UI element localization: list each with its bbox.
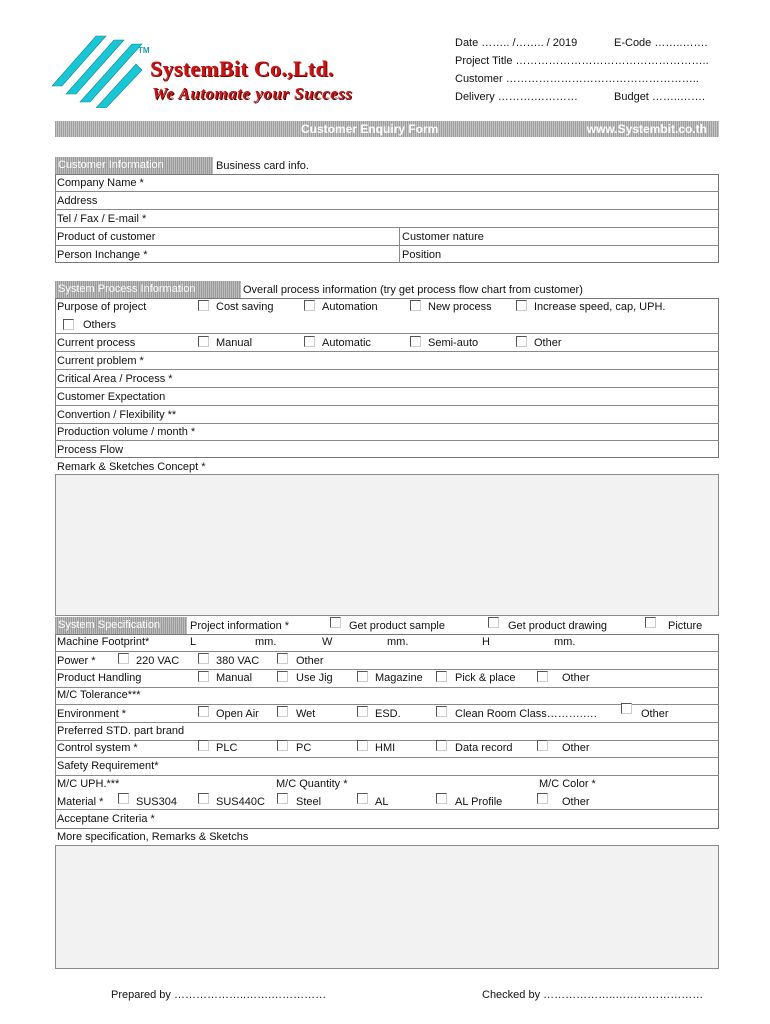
form-title: Customer Enquiry Form <box>301 122 439 136</box>
manual-handling-label: Manual <box>216 672 253 684</box>
quantity-label: M/C Quantity * <box>276 778 348 790</box>
spec-header: System Specification <box>55 617 187 634</box>
others-row <box>55 316 719 334</box>
process-flow-label: Process Flow <box>57 444 124 456</box>
purpose-label: Purpose of project <box>57 301 147 313</box>
convertion-label: Convertion / Flexibility ** <box>57 409 177 421</box>
plc-checkbox[interactable] <box>198 740 209 751</box>
logo-slogan: We Automate your Success <box>152 84 353 103</box>
more-spec-label: More specification, Remarks & Sketchs <box>57 831 249 843</box>
handling-row <box>55 670 719 688</box>
other-handling-checkbox[interactable] <box>537 671 548 682</box>
footprint-w: W <box>322 636 333 648</box>
sus304-checkbox[interactable] <box>118 793 129 804</box>
customer-field[interactable]: Customer …………………………………………….. <box>455 73 699 85</box>
current-process-row <box>55 334 719 352</box>
power-label: Power * <box>57 655 96 667</box>
plc-label: PLC <box>216 742 238 754</box>
customer-nature-label: Customer nature <box>402 231 484 243</box>
others-checkbox[interactable] <box>63 319 74 330</box>
critical-area-label: Critical Area / Process * <box>57 373 173 385</box>
open-air-checkbox[interactable] <box>198 706 209 717</box>
hmi-checkbox[interactable] <box>357 740 368 751</box>
product-row[interactable] <box>55 228 719 246</box>
handling-label: Product Handling <box>57 672 142 684</box>
current-problem-label: Current problem * <box>57 355 144 367</box>
tolerance-label: M/C Tolerance*** <box>57 689 141 701</box>
current-process-label: Current process <box>57 337 136 349</box>
magazine-label: Magazine <box>375 672 423 684</box>
volume-label: Production volume / month * <box>57 426 196 438</box>
power-row <box>55 652 719 670</box>
al-label: AL <box>375 796 389 808</box>
std-brand-label: Preferred STD. part brand <box>57 725 185 737</box>
footprint-mm-w: mm. <box>387 636 409 648</box>
project-title-field[interactable]: Project Title …………………………………………….. <box>455 55 709 67</box>
company-name-label: Company Name * <box>57 177 144 189</box>
process-info-header: System Process Information <box>55 281 241 298</box>
other-handling-label: Other <box>562 672 590 684</box>
website-link[interactable]: www.Systembit.co.th <box>586 122 707 136</box>
other-material-checkbox[interactable] <box>537 793 548 804</box>
al-profile-checkbox[interactable] <box>436 793 447 804</box>
picture-checkbox[interactable] <box>645 617 656 628</box>
product-drawing-label: Get product drawing <box>508 620 608 632</box>
more-spec-sketch-area[interactable] <box>55 845 719 969</box>
contact-label: Tel / Fax / E-mail * <box>57 213 147 225</box>
380vac-label: 380 VAC <box>216 655 260 667</box>
footprint-row[interactable] <box>55 634 719 652</box>
tolerance-row[interactable] <box>55 687 719 705</box>
process-info-note: Overall process information (try get process flow chart from customer) <box>243 284 583 296</box>
critical-area-row[interactable] <box>55 370 719 388</box>
prepared-by-field[interactable]: Prepared by ………………..…….…………… <box>111 989 327 1001</box>
al-profile-label: AL Profile <box>455 796 503 808</box>
220vac-checkbox[interactable] <box>118 653 129 664</box>
other-environment-checkbox[interactable] <box>621 703 632 714</box>
clean-room-label: Clean Room Class……….…. <box>455 708 597 720</box>
sus304-label: SUS304 <box>136 796 177 808</box>
sus440c-label: SUS440C <box>216 796 265 808</box>
material-label: Material * <box>57 796 104 808</box>
cost-saving-checkbox[interactable] <box>198 300 209 311</box>
expectation-label: Customer Expectation <box>57 391 166 403</box>
address-label: Address <box>57 195 98 207</box>
other-environment-label: Other <box>641 708 669 720</box>
wet-checkbox[interactable] <box>277 706 288 717</box>
product-sample-label: Get product sample <box>349 620 445 632</box>
manual-handling-checkbox[interactable] <box>198 671 209 682</box>
other-process-checkbox[interactable] <box>516 336 527 347</box>
form-title-bar <box>55 121 719 137</box>
product-label: Product of customer <box>57 231 156 243</box>
company-name-row[interactable] <box>55 174 719 192</box>
uph-row[interactable] <box>55 775 719 792</box>
project-info-label: Project information * <box>190 620 290 632</box>
color-label: M/C Color * <box>539 778 596 790</box>
checked-by-field[interactable]: Checked by ………………..…………………… <box>482 989 704 1001</box>
logo-company-name: SystemBit Co.,Ltd. <box>150 56 334 81</box>
220vac-label: 220 VAC <box>136 655 180 667</box>
customer-info-header: Customer Information <box>55 157 213 174</box>
process-flow-row[interactable] <box>55 441 719 459</box>
footprint-l: L <box>190 636 197 648</box>
remark-sketch-area[interactable] <box>55 474 719 616</box>
semi-auto-checkbox[interactable] <box>410 336 421 347</box>
hmi-label: HMI <box>375 742 396 754</box>
date-field[interactable]: Date …….. /…….. / 2019 <box>455 37 578 49</box>
other-process-label: Other <box>534 337 562 349</box>
automation-label: Automation <box>322 301 378 313</box>
acceptance-row[interactable] <box>55 810 719 829</box>
remark-label: Remark & Sketches Concept * <box>57 461 206 473</box>
open-air-label: Open Air <box>216 708 259 720</box>
steel-checkbox[interactable] <box>277 793 288 804</box>
person-row[interactable] <box>55 246 719 264</box>
pc-checkbox[interactable] <box>277 740 288 751</box>
other-control-label: Other <box>562 742 590 754</box>
other-control-checkbox[interactable] <box>537 740 548 751</box>
clean-room-checkbox[interactable] <box>436 706 447 717</box>
environment-label: Environment * <box>57 708 127 720</box>
person-label: Person Inchange * <box>57 249 148 261</box>
data-record-checkbox[interactable] <box>436 740 447 751</box>
acceptance-label: Acceptane Criteria * <box>57 813 155 825</box>
use-jig-label: Use Jig <box>296 672 333 684</box>
manual-process-checkbox[interactable] <box>198 336 209 347</box>
semi-auto-label: Semi-auto <box>428 337 479 349</box>
manual-process-label: Manual <box>216 337 253 349</box>
logo-stripes-icon <box>52 34 152 108</box>
others-label: Others <box>83 319 117 331</box>
pick-place-checkbox[interactable] <box>436 671 447 682</box>
data-record-label: Data record <box>455 742 513 754</box>
esd-checkbox[interactable] <box>357 706 368 717</box>
convertion-row[interactable] <box>55 406 719 424</box>
uph-label: M/C UPH.*** <box>57 778 120 790</box>
new-process-checkbox[interactable] <box>410 300 421 311</box>
increase-speed-checkbox[interactable] <box>516 300 527 311</box>
automation-checkbox[interactable] <box>304 300 315 311</box>
other-power-checkbox[interactable] <box>277 653 288 664</box>
380vac-checkbox[interactable] <box>198 653 209 664</box>
automatic-checkbox[interactable] <box>304 336 315 347</box>
address-row[interactable] <box>55 192 719 210</box>
increase-speed-label: Increase speed, cap, UPH. <box>534 301 666 313</box>
footprint-h: H <box>482 636 490 648</box>
divider <box>399 228 400 263</box>
footprint-label: Machine Footprint* <box>57 636 150 648</box>
volume-row[interactable] <box>55 423 719 441</box>
use-jig-checkbox[interactable] <box>277 671 288 682</box>
safety-row[interactable] <box>55 758 719 776</box>
footprint-mm-l: mm. <box>255 636 277 648</box>
wet-label: Wet <box>296 708 316 720</box>
current-problem-row[interactable] <box>55 352 719 370</box>
std-brand-row[interactable] <box>55 723 719 741</box>
product-sample-checkbox[interactable] <box>330 617 341 628</box>
safety-label: Safety Requirement* <box>57 760 159 772</box>
trademark: TM <box>138 46 150 55</box>
steel-label: Steel <box>296 796 322 808</box>
contact-row[interactable] <box>55 210 719 228</box>
position-label: Position <box>402 249 442 261</box>
control-label: Control system * <box>57 742 138 754</box>
control-row <box>55 740 719 758</box>
pick-place-label: Pick & place <box>455 672 516 684</box>
footprint-mm-h: mm. <box>554 636 576 648</box>
business-card-note: Business card info. <box>216 160 309 172</box>
picture-label: Picture <box>668 620 703 632</box>
product-drawing-checkbox[interactable] <box>488 617 499 628</box>
purpose-row <box>55 298 719 316</box>
ecode-field[interactable]: E-Code ……..……. <box>614 37 708 49</box>
budget-field[interactable]: Budget ……..……. <box>614 91 706 103</box>
pc-label: PC <box>296 742 312 754</box>
magazine-checkbox[interactable] <box>357 671 368 682</box>
delivery-field[interactable]: Delivery ……….………… <box>455 91 578 103</box>
other-material-label: Other <box>562 796 590 808</box>
expectation-row[interactable] <box>55 388 719 406</box>
automatic-label: Automatic <box>322 337 371 349</box>
al-checkbox[interactable] <box>357 793 368 804</box>
sus440c-checkbox[interactable] <box>198 793 209 804</box>
material-row <box>55 792 719 810</box>
cost-saving-label: Cost saving <box>216 301 274 313</box>
other-power-label: Other <box>296 655 324 667</box>
new-process-label: New process <box>428 301 492 313</box>
esd-label: ESD. <box>375 708 401 720</box>
environment-row <box>55 705 719 723</box>
